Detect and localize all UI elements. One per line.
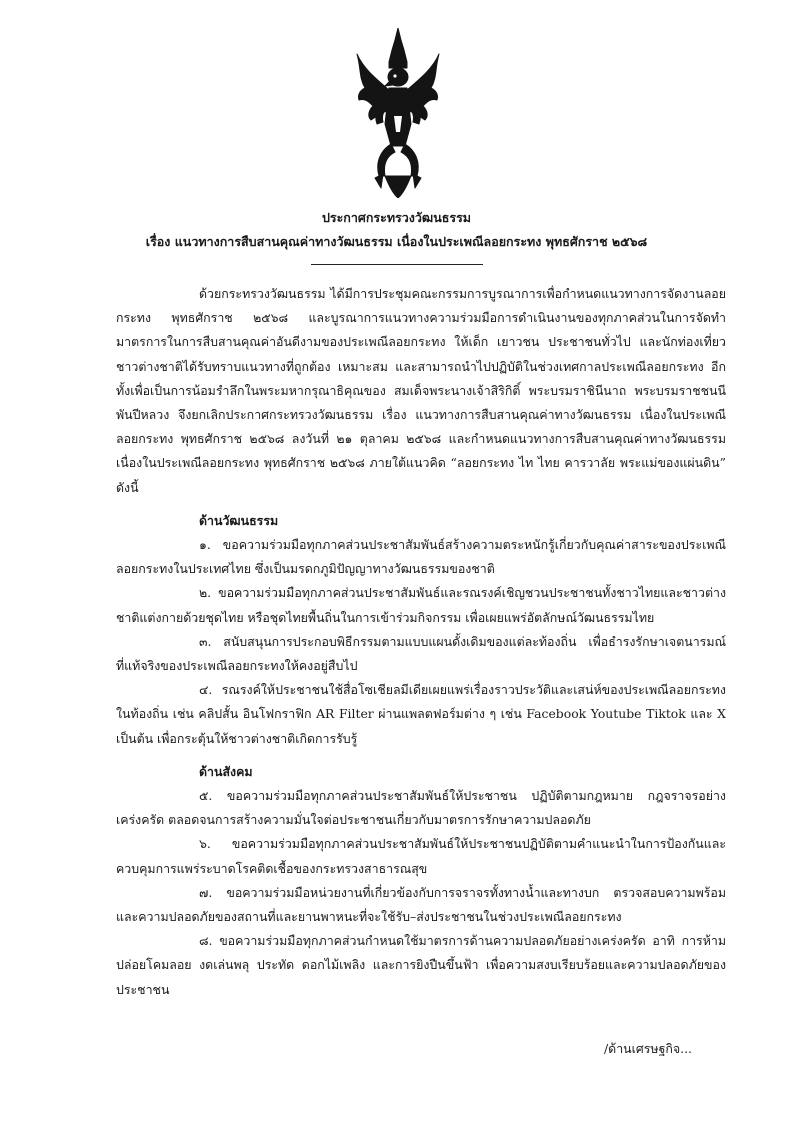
list-item: ๑. ขอความร่วมมือทุกภาคส่วนประชาสัมพันธ์สร้างความตระหนักรู้เกี่ยวกับคุณค่าสาระของประเพณีลอยกระทงในประเทศไทย ซึ่งเป็นมรดกภูมิปัญญาทางวัฒนธรรมของชาติ (116, 537, 726, 577)
list-item: ๕. ขอความร่วมมือทุกภาคส่วนประชาสัมพันธ์ให้ประชาชน ปฏิบัติตามกฎหมาย กฎจราจรอย่างเคร่งครัด ตลอดจนการสร้างความมั่นใจต่อประชาชนเกี่ยวกับมาตรการรักษาความปลอดภัย (116, 788, 726, 828)
announcement-subject: เรื่อง แนวทางการสืบสานคุณค่าทางวัฒนธรรม เนื่องในประเพณีลอยกระทง พุทธศักราช ๒๕๖๘ (145, 234, 648, 249)
title-divider (311, 264, 483, 265)
list-item: ๘. ขอความร่วมมือทุกภาคส่วนกำหนดใช้มาตรการด้านความปลอดภัยอย่างเคร่งครัด อาทิ การห้ามปล่อยโคมลอย งดเล่นพลุ ประทัด ดอกไม้เพลิง และการยิงปืนขึ้นฟ้า เพื่อความสงบเรียบร้อยและความปลอดภัยของประชาชน (116, 933, 726, 997)
list-item: ๗. ขอความร่วมมือหน่วยงานที่เกี่ยวข้องกับการจราจรทั้งทางน้ำและทางบก ตรวจสอบความพร้อมและความปลอดภัยของสถานที่และยานพาหนะที่จะใช้รับ–ส่งประชาชนในช่วงประเพณีลอยกระทง (116, 884, 726, 925)
page-continuation-note: /ด้านเศรษฐกิจ... (604, 1041, 692, 1056)
list-item: ๔. รณรงค์ให้ประชาชนใช้สื่อโซเชียลมีเดียเผยแพร่เรื่องราวประวัติและเสน่ห์ของประเพณีลอยกระทงในท้องถิ่น เช่น คลิปสั้น อินโฟกราฟิก AR Filter ผ่านแพลตฟอร์มต่าง ๆ เช่น Facebook Youtube Tiktok และ X เป็นต้น เพื่อกระตุ้นให้ชาวต่างชาติเกิดการรับรู้ (116, 682, 726, 746)
section-heading-culture: ด้านวัฒนธรรม (199, 512, 279, 528)
section-heading-society: ด้านสังคม (199, 763, 253, 779)
list-item: ๓. สนับสนุนการประกอบพิธีกรรมตามแบบแผนดั้งเดิมของแต่ละท้องถิ่น เพื่อธำรงรักษาเจตนารมณ์ที่แท้จริงของประเพณีลอยกระทงให้คงอยู่สืบไป (116, 633, 726, 674)
announcement-body (116, 282, 726, 1002)
list-item: ๖. ขอความร่วมมือทุกภาคส่วนประชาสัมพันธ์ให้ประชาชนปฏิบัติตามคำแนะนำในการป้องกันและควบคุมการแพร่ระบาดโรคติดเชื้อของกระทรวงสาธารณสุข (116, 836, 726, 876)
list-item: ๒. ขอความร่วมมือทุกภาคส่วนประชาสัมพันธ์และรณรงค์เชิญชวนประชาชนทั้งชาวไทยและชาวต่างชาติแต่งกายด้วยชุดไทย หรือชุดไทยพื้นถิ่นในการเข้าร่วมกิจกรรม เพื่อเผยแพร่อัตลักษณ์วัฒนธรรมไทย (116, 585, 726, 625)
announcement-title: ประกาศกระทรวงวัฒนธรรม (321, 210, 472, 225)
garuda-emblem-icon (355, 28, 441, 198)
intro-paragraph: ด้วยกระทรวงวัฒนธรรม ได้มีการประชุมคณะกรรมการบูรณาการเพื่อกำหนดแนวทางการจัดงานลอยกระทง พุทธศักราช ๒๕๖๘ และบูรณาการแนวทางความร่วมมือการดำเนินงานของทุกภาคส่วนในการจัดทำมาตรการในการสืบสานคุณค่าอันดีงามของประเพณีลอยกระทง ให้เด็ก เยาวชน ประชาชนทั่วไป และนักท่องเที่ยวชาวต่างชาติได้รับทราบแนวทางที่ถูกต้อง เหมาะสม และสามารถนำไปปฏิบัติในช่วงเทศกาลประเพณีลอยกระทง อีกทั้งเพื่อเป็นการน้อมรำลึกในพระมหากรุณาธิคุณของ สมเด็จพระนางเจ้าสิริกิติ์ พระบรมราชินีนาถ พระบรมราชชนนีพันปีหลวง จึงยกเลิกประกาศกระทรวงวัฒนธรรม เรื่อง แนวทางการสืบสานคุณค่าทางวัฒนธรรม เนื่องในประเพณีลอยกระทง พุทธศักราช ๒๕๖๘ ลงวันที่ ๒๑ ตุลาคม ๒๕๖๘ และกำหนดแนวทางการสืบสานคุณค่าทางวัฒนธรรม เนื่องในประเพณีลอยกระทง พุทธศักราช ๒๕๖๘ ภายใต้แนวคิด “ลอยกระทง ไท ไทย คารวาลัย พระแม่ของแผ่นดิน” ดังนี้ (116, 286, 726, 495)
